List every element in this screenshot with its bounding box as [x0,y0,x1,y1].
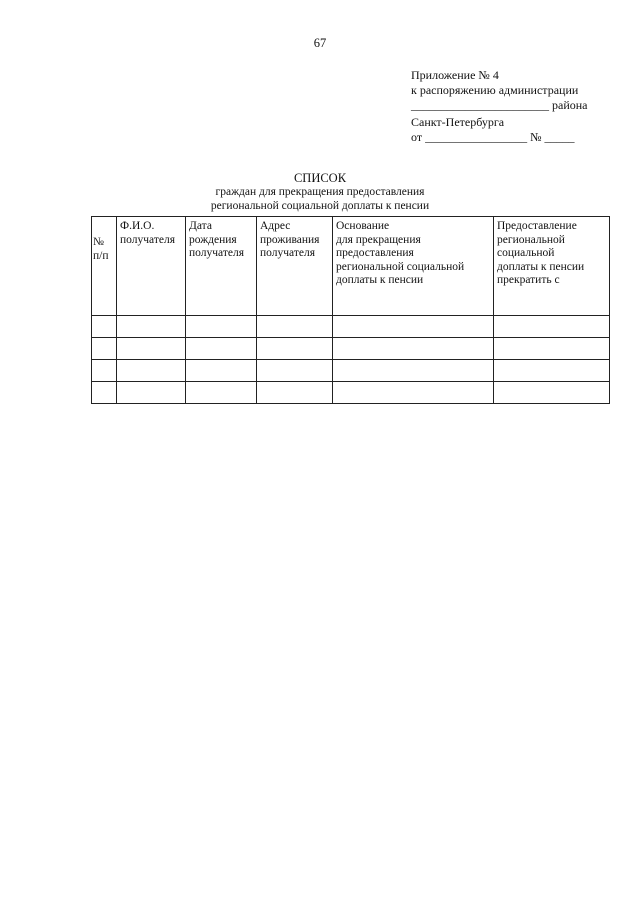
table-header-row [92,217,610,316]
table-cell [186,382,257,404]
header-line: региональной [497,233,565,246]
citizens-table [91,216,610,404]
header-cell-number [92,217,117,316]
table-cell [494,316,610,338]
title-subtitle: граждан для прекращения предоставления [215,186,425,198]
header-line: доплаты к пенсии [336,274,424,286]
header-cell-fio [117,217,186,316]
header-line: № [93,236,104,248]
table-cell [333,382,494,404]
header-line: Предоставление [497,220,577,232]
header-line: предоставления [336,247,414,259]
header-cell-stop-date [494,217,610,316]
table-cell [494,382,610,404]
appendix-line: Санкт-Петербурга [411,115,505,129]
header-line: рождения [189,233,237,246]
table-row [92,316,610,338]
header-line: проживания [260,233,320,246]
header-line: доплаты к пенсии [497,260,585,273]
table-cell [186,316,257,338]
header-line: получателя [260,247,315,259]
table-row [92,382,610,404]
table-cell [257,316,333,338]
table-cell [333,316,494,338]
header-line: получателя [120,233,175,246]
table-cell [186,338,257,360]
table-cell [186,360,257,382]
title-main: СПИСОК [293,171,347,185]
appendix-line: от _________________ № _____ [411,130,575,144]
table-cell [92,338,117,360]
table-cell [92,382,117,404]
table-row [92,338,610,360]
header-cell-birthdate [186,217,257,316]
table-row [92,360,610,382]
appendix-line: _______________________ района [411,98,588,112]
table-cell [92,316,117,338]
header-cell-address [257,217,333,316]
header-line: Ф.И.О. [120,220,155,232]
table-cell [257,360,333,382]
appendix-block [411,68,611,145]
table-cell [494,338,610,360]
table-cell [333,360,494,382]
table-cell [494,360,610,382]
table-cell [117,316,186,338]
page-number: 67 [313,36,327,50]
header-line: получателя [189,247,244,259]
header-line: Основание [336,220,390,232]
appendix-line: Приложение № 4 [411,68,499,82]
header-cell-reason [333,217,494,316]
title-subtitle: региональной социальной доплаты к пенсии [210,200,430,212]
table-cell [117,382,186,404]
table-cell [333,338,494,360]
header-line: прекратить с [497,274,560,286]
table-cell [257,382,333,404]
table-cell [117,338,186,360]
document-title [0,171,640,213]
appendix-line: к распоряжению администрации [411,83,579,97]
table-cell [92,360,117,382]
header-line: для прекращения [336,233,421,246]
header-line: Дата [189,220,212,232]
header-line: Адрес [260,220,291,232]
header-line: социальной [497,247,555,259]
table-cell [257,338,333,360]
table-cell [117,360,186,382]
header-line: п/п [93,249,109,262]
header-line: региональной социальной [336,260,465,273]
